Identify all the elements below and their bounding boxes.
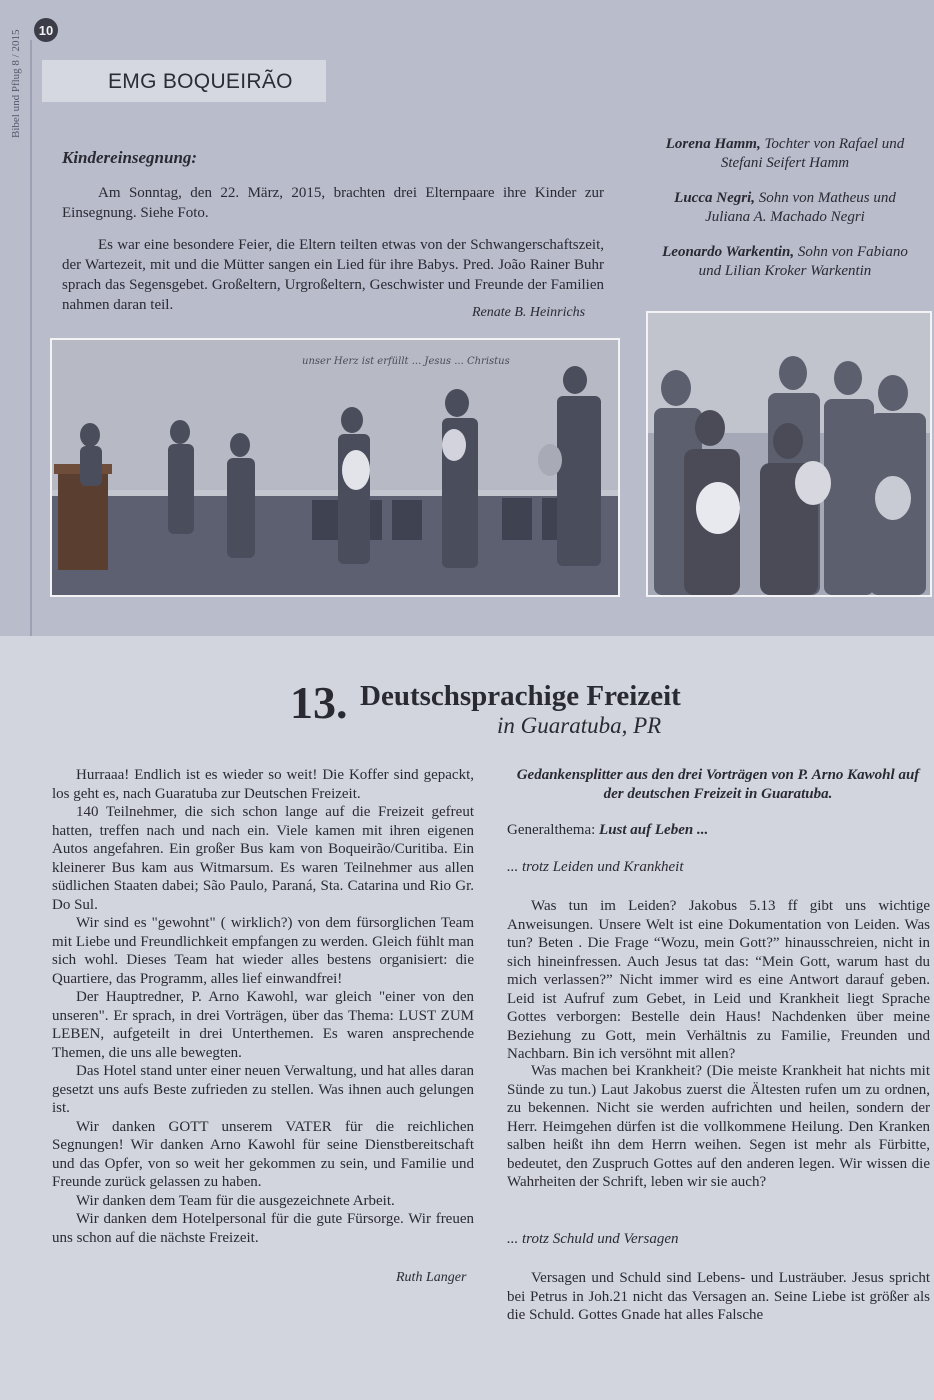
- child-entry: [650, 135, 920, 173]
- child-name: Lucca Negri,: [674, 190, 755, 206]
- child-entry: [650, 189, 920, 227]
- running-head: Bibel und Pflug 8 / 2015: [10, 30, 22, 139]
- church-photo-image: [52, 340, 618, 595]
- left-paragraph: Das Hotel stand unter einer neuen Verwaltung, und hat alles daran gesetzt uns aufs Beste zufrieden zu stellen. Was ihnen auch gelungen ist.: [52, 1063, 474, 1116]
- section-header: [42, 60, 326, 102]
- family-photo: [646, 311, 932, 597]
- right-heading: Gedankensplitter aus den drei Vorträgen von P. Arno Kawohl auf der deutschen Freizeit in Guaratuba.: [516, 767, 920, 802]
- left-paragraph: Wir sind es "gewohnt" ( wirklich?) von dem fürsorglichen Team mit Liebe und Freundlichkeit empfangen zu werden. Gleich fühlt man sich wohl. Dieses Team hat wieder alles bestens organisiert: die Quartiere, das Programm, alles lief einwandfrei!: [52, 915, 474, 987]
- article-signature: Ruth Langer: [396, 1270, 467, 1285]
- article-number: 13.: [290, 677, 348, 728]
- church-photo: [50, 338, 620, 597]
- general-theme: [507, 822, 708, 839]
- subtopic-1: ... trotz Leiden und Krankheit: [507, 859, 684, 875]
- left-paragraph: Wir danken dem Team für die ausgezeichnete Arbeit.: [76, 1192, 395, 1209]
- right-paragraph-2: Was machen bei Krankheit? (Die meiste Krankheit hat nichts mit Sünde zu tun.) Laut Jakobus zuerst die Ältesten rufen um zu ordnen, zu bekennen. Nicht sie werden aufrichten und heilen, sondern der Herr. Heimgehen dürfen ist die vollkommene Heilung. Den Kranken salben heißt ihn dem Herrn weihen. Segen ist mehr als Fürbitte, bedeutet, den Zuspruch Gottes auf den anderen legen. Wir wissen die Wahrheiten der Schrift, leben wir sie auch?: [507, 1063, 930, 1190]
- section-title: EMG BOQUEIRÃO: [108, 70, 293, 93]
- kinder-paragraph-2: Es war eine besondere Feier, die Eltern teilten etwas von der Schwangerschaftszeit, der Wartezeit, mit und die Mütter sangen ein Lied für ihre Babys. Pred. João Rainer Buhr sprach das Segensgebet. Großeltern, Urgroßeltern, Geschwister und Freunde der Familien nahmen daran teil.: [62, 237, 604, 313]
- child-name: Lorena Hamm,: [665, 136, 761, 152]
- children-list: [650, 135, 920, 297]
- child-desc: Sohn von Fabiano und Lilian Kroker Warkentin: [698, 244, 908, 279]
- left-paragraph: 140 Teilnehmer, die sich schon lange auf die Freizeit gefreut hatten, treffen nach und nach ein. Viele kamen mit ihren eigenen Autos angefahren. Ein großer Bus kam von Boqueirão/Curitiba. Ein kleinerer Bus kam aus Witmarsum. Es waren Teilnehmer aus allen südlichen Staaten dabei; São Paulo, Paraná, Sta. Catarina und Rio Gr. Do Sul.: [52, 804, 474, 913]
- left-paragraph: Wir danken dem Hotelpersonal für die gute Fürsorge. Wir freuen uns schon auf die nächste Freizeit.: [52, 1211, 474, 1246]
- left-paragraph: Wir danken GOTT unserem VATER für die reichlichen Segnungen! Wir danken Arno Kawohl für seine Dienstbereitschaft und das Opfer, von so weit her gekommen zu sein, und Familie und Freunde zurück gelassen zu haben.: [52, 1118, 474, 1190]
- child-entry: [650, 243, 920, 281]
- right-paragraph-1-block: [507, 897, 930, 1064]
- kinder-signature: Renate B. Heinrichs: [472, 305, 586, 320]
- subtopic-2: ... trotz Schuld und Versagen: [507, 1231, 679, 1247]
- general-label: Generalthema:: [507, 822, 596, 838]
- photo-wall-text: unser Herz ist erfüllt ... Jesus ... Christus: [302, 356, 510, 367]
- child-name: Leonardo Warkentin,: [662, 244, 795, 260]
- kinder-paragraph-1: Am Sonntag, den 22. März, 2015, brachten drei Elternpaare ihre Kinder zur Einsegnung. Siehe Foto.: [62, 185, 604, 221]
- article-title: Deutschsprachige Freizeit: [360, 680, 681, 712]
- left-column: [52, 766, 474, 1247]
- right-paragraph-3-block: [507, 1269, 930, 1325]
- right-paragraph-1: Was tun im Leiden? Jakobus 5.13 ff gibt uns wichtige Anweisungen. Unsere Welt ist eine Dokumentation von Leiden. Was tun? Beten . Die Frage “Wozu, mein Gott?” hinausschreien, nicht in sich hineinfressen. Auch Jesus tat das: “Mein Gott, warum hast du mich verlassen?” Nicht immer wird es eine Antwort darauf geben. Leid ist Aufruf zum Gebet, in Leid und Krankheit liegt Sprache Gottes verborgen: Bestelle dein Haus! Nachdenken über meine Beziehung zu Gott, mein Verhältnis zu Familie, Freunden und Nachbarn. Bin ich versöhnt mit allen?: [507, 898, 930, 1062]
- child-desc: Tochter von Rafael und Stefani Seifert Hamm: [720, 136, 905, 171]
- general-value: Lust auf Leben ...: [599, 822, 709, 838]
- family-photo-image: [648, 313, 930, 595]
- article-subtitle: in Guaratuba, PR: [497, 713, 662, 738]
- left-paragraph: Der Hauptredner, P. Arno Kawohl, war gleich "einer von den unseren". Er sprach, in drei Vorträgen, über das Thema: LUST ZUM LEBEN, aufgeteilt in drei Unterthemen. Es waren ansprechende Themen, die uns alle bewegten.: [52, 989, 474, 1061]
- right-paragraph-2-block: [507, 1062, 930, 1192]
- child-desc: Sohn von Matheus und Juliana A. Machado Negri: [705, 190, 896, 225]
- right-paragraph-3: Versagen und Schuld sind Lebens- und Lusträuber. Jesus spricht bei Petrus in Joh.21 nicht das Versagen an. Seine Liebe ist größer als die Schuld. Gottes Gnade hat alles Falsche: [507, 1270, 930, 1323]
- left-paragraph: Hurraaa! Endlich ist es wieder so weit! Die Koffer sind gepackt, los geht es, nach Guaratuba zur Deutschen Freizeit.: [52, 767, 474, 802]
- kinder-heading: Kindereinsegnung:: [62, 148, 198, 167]
- page-number: 10: [34, 18, 58, 42]
